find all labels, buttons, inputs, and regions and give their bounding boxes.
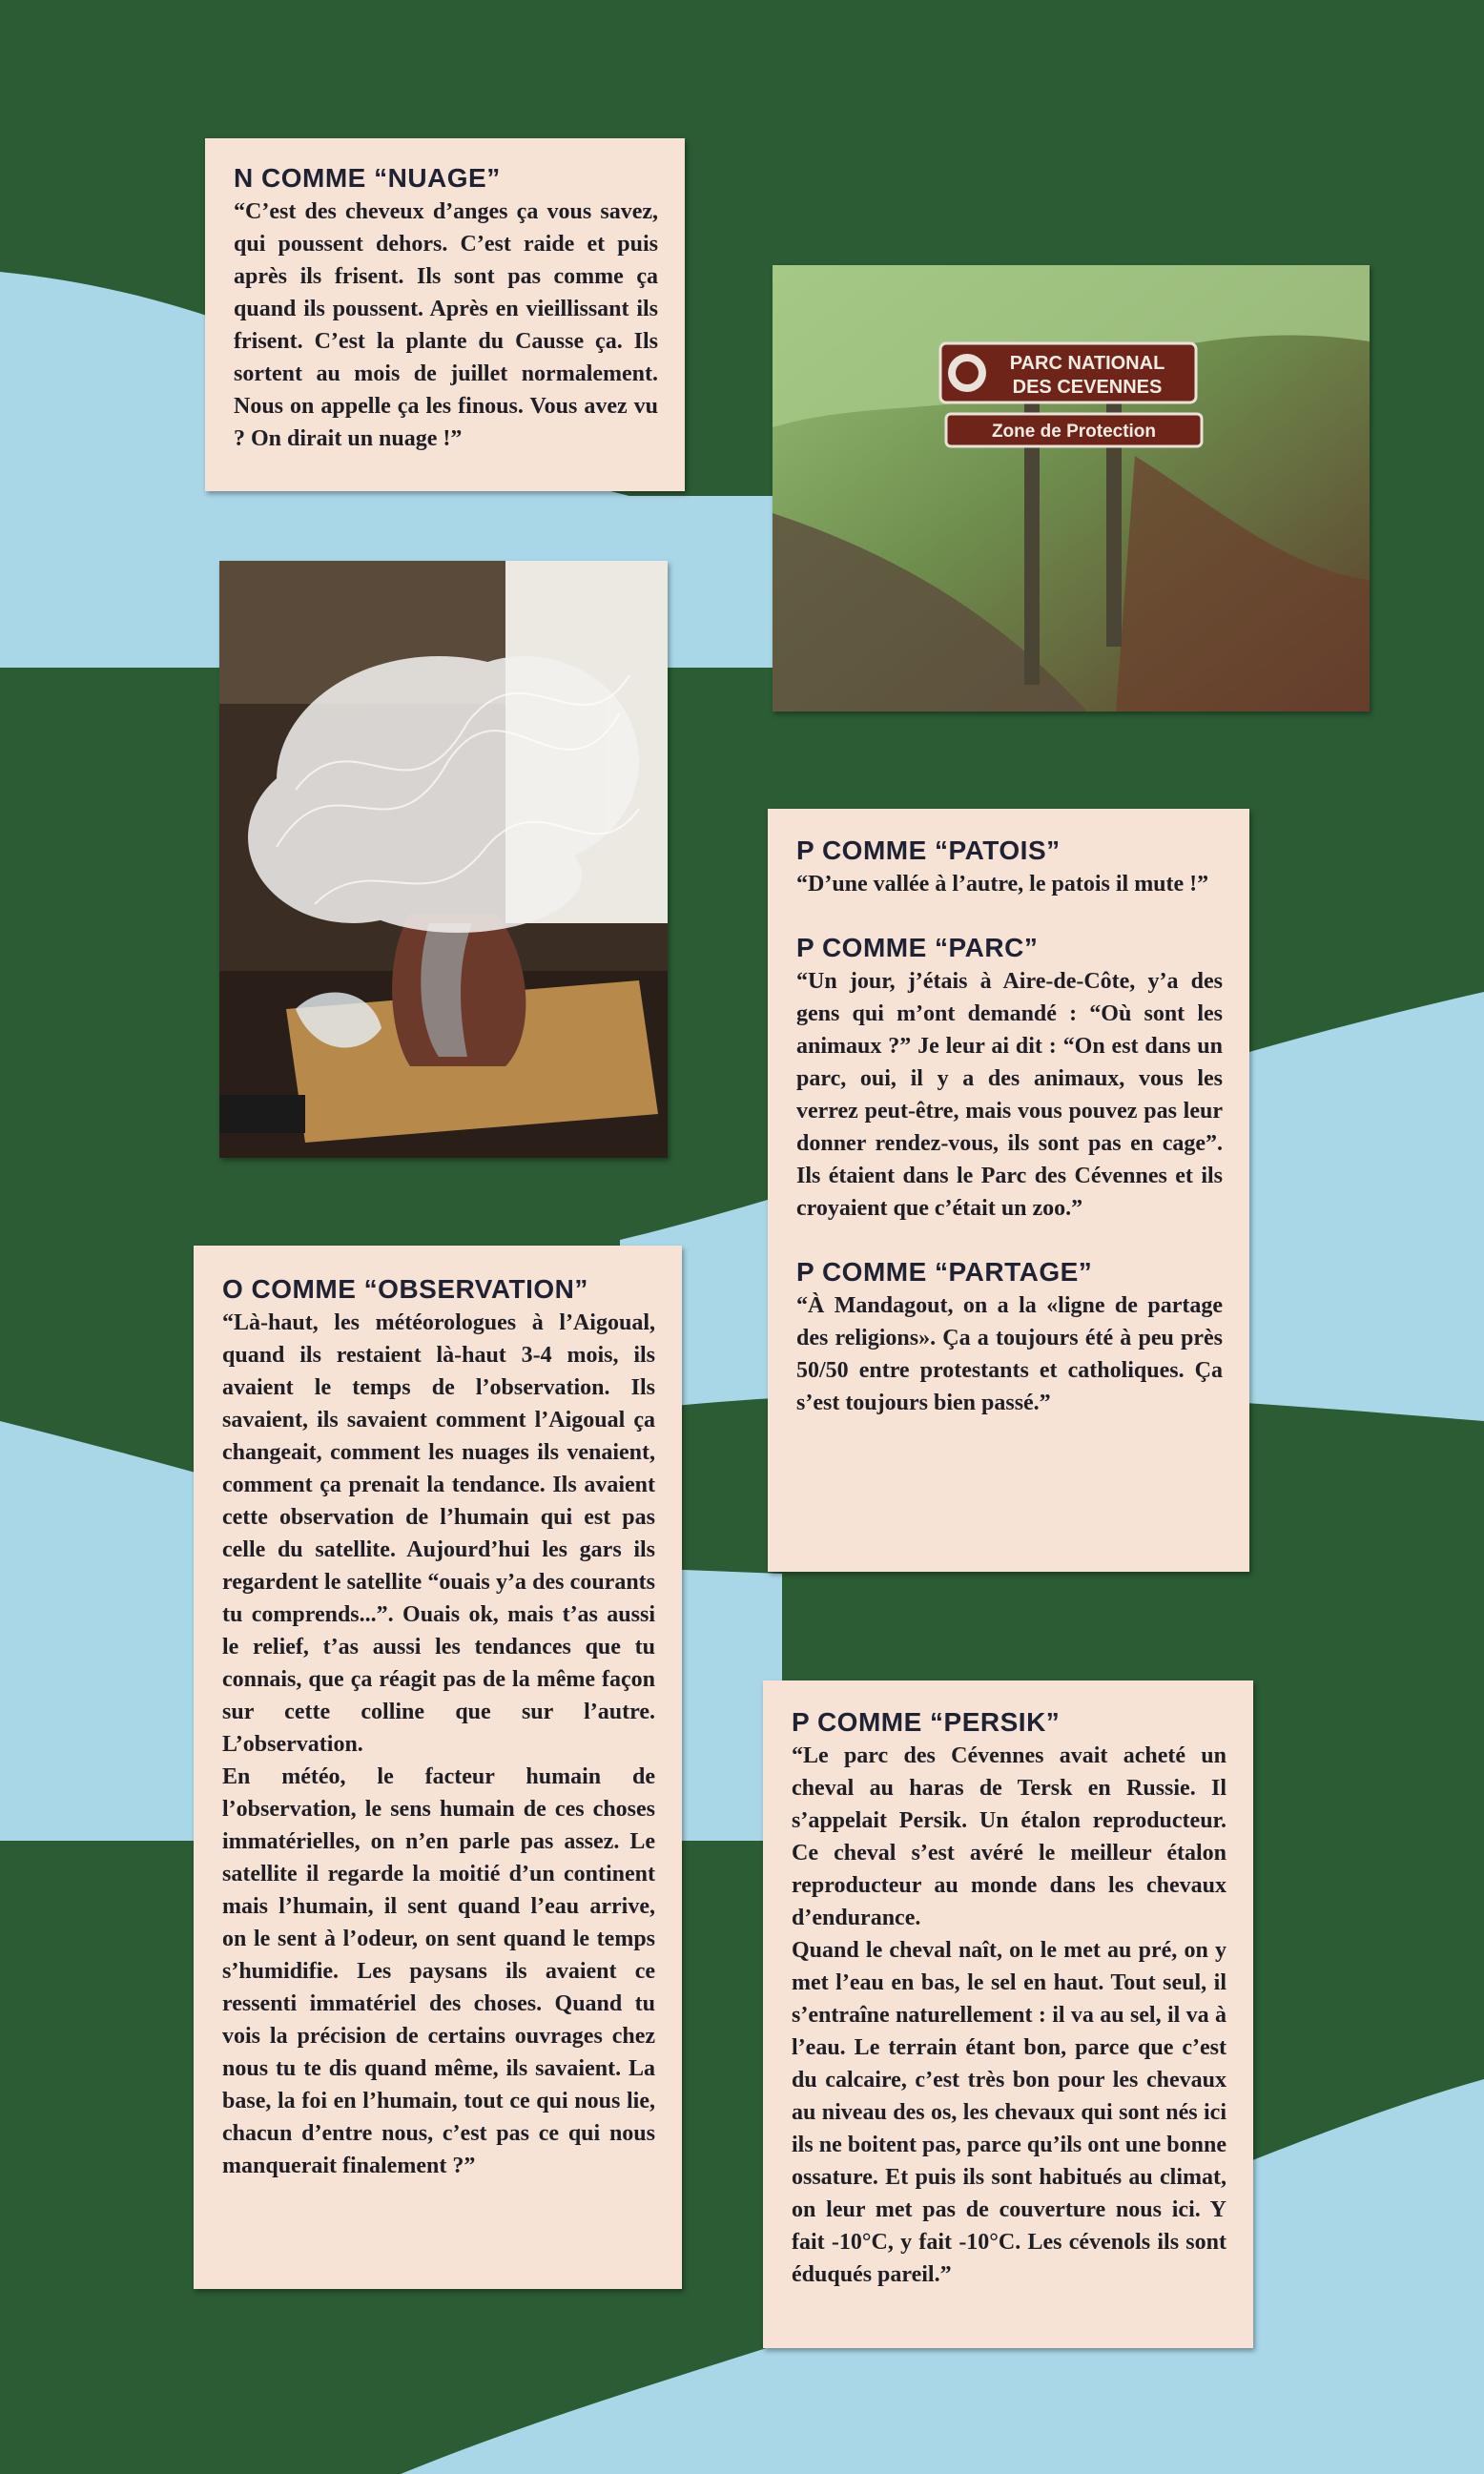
park-sign-photo (773, 265, 1370, 711)
card-persik (763, 1680, 1253, 2348)
card-patois-parc-partage (768, 809, 1249, 1572)
finous-vase-photo (219, 561, 668, 1158)
sign-line-3: Zone de Protection (991, 422, 1157, 442)
card-patois-text: “D’une vallée à l’autre, le patois il mute !” (796, 872, 1209, 897)
card-observation (194, 1246, 682, 2289)
sign-line-1: PARC NATIONAL (1009, 353, 1165, 374)
card-partage-text: “À Mandagout, on a la «ligne de partage des religions». Ça a toujours été à peu près 50/50 entre protestants et catholiques. Ça s’est toujours bien passé.” (796, 1293, 1223, 1415)
card-observation-heading: O COMME “OBSERVATION” (222, 1274, 588, 1304)
card-patois-heading: P COMME “PATOIS” (796, 835, 1061, 865)
card-persik-text-2: Quand le cheval naît, on le met au pré, on y met l’eau en bas, le sel en haut. Tout seul, il s’entraîne naturellement : il va au sel, il va à l’eau. Le terrain étant bon, parce que c’est du calcaire, c’est très bon pour les chevaux au niveau des os, les chevaux qui sont nés ici ils ne boitent pas, parce qu’ils ont une bonne ossature. Et puis ils sont habitués au climat, on leur met pas de couverture nous ici. Y fait -10°C, y fait -10°C. Les cévenols ils sont éduqués pareil.” (792, 1938, 1226, 2287)
card-persik-heading: P COMME “PERSIK” (792, 1707, 1061, 1737)
sign-line-2: DES CEVENNES (1012, 377, 1163, 398)
card-parc-text: “Un jour, j’étais à Aire-de-Côte, y’a des gens qui m’ont demandé : “Où sont les animaux ?” Je leur ai dit : “On est dans un parc, oui, il y a des animaux, vous les verrez peut-être, mais vous pouvez pas leur donner rendez-vous, ils sont pas en cage”. Ils étaient dans le Parc des Cévennes et ils croyaient que c’était un zoo.” (796, 969, 1223, 1221)
card-nuage (205, 138, 685, 491)
card-nuage-heading: N COMME “NUAGE” (234, 163, 501, 193)
card-persik-text-1: “Le parc des Cévennes avait acheté un cheval au haras de Tersk en Russie. Il s’appelait Persik. Un étalon reproducteur. Ce cheval s’est avéré le meilleur étalon reproducteur au monde dans les chevaux d’endurance. (792, 1743, 1226, 1930)
card-observation-text-2: En météo, le facteur humain de l’observation, le sens humain de ces choses immatérielles, on n’en parle pas assez. Le satellite il regarde la moitié d’un continent mais l’humain, il sent quand l’eau arrive, on le sent à l’odeur, on sent quand le temps s’humidifie. Les paysans ils avaient ce ressenti immatériel des choses. Quand tu vois la précision de certains ouvrages chez nous tu te dis quand même, ils savaient. La base, la foi en l’humain, tout ce qui nous lie, chacun d’entre nous, c’est pas ce qui nous manquerait finalement ?” (222, 1764, 655, 2178)
card-partage-heading: P COMME “PARTAGE” (796, 1257, 1093, 1287)
park-sign (940, 343, 1202, 446)
card-parc-heading: P COMME “PARC” (796, 933, 1039, 962)
card-observation-text-1: “Là-haut, les météorologues à l’Aigoual, quand ils restaient là-haut 3-4 mois, ils avaient le temps de l’observation. Ils savaient, ils savaient comment l’Aigoual ça changeait, comment les nuages ils venaient, comment ça prenait la tendance. Ils avaient cette observation de l’humain qui est pas celle du satellite. Aujourd’hui les gars ils regardent le satellite “ouais y’a des courants tu comprends...”. Ouais ok, mais t’as aussi le relief, t’as aussi les tendances que tu connais, que ça réagit pas de la même façon sur cette colline que sur l’autre. L’observation. (222, 1310, 655, 1757)
card-nuage-text: “C’est des cheveux d’anges ça vous savez, qui poussent dehors. C’est raide et puis après ils frisent. Ils sont pas comme ça quand ils poussent. Après en vieillissant ils frisent. C’est la plante du Causse ça. Ils sortent au mois de juillet normalement. Nous on appelle ça les finous. Vous avez vu ? On dirait un nuage !” (234, 199, 658, 451)
